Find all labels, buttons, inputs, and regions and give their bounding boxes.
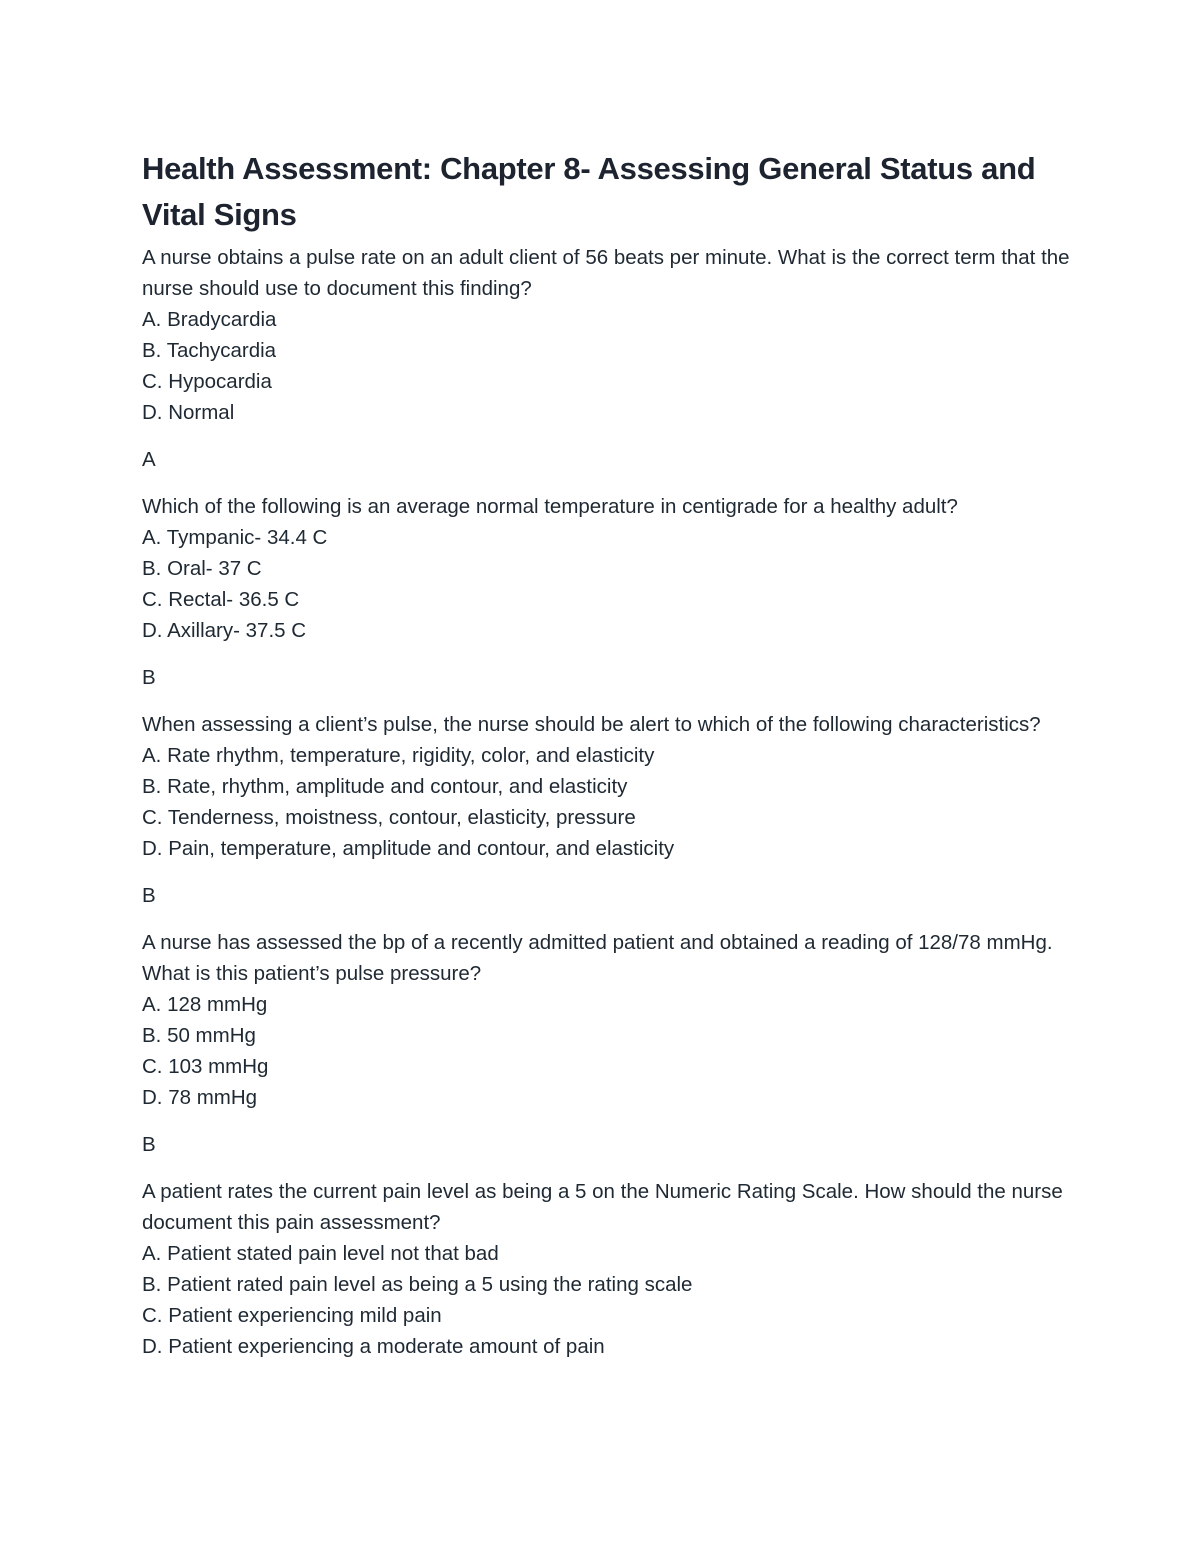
question-text: A nurse has assessed the bp of a recently admitted patient and obtained a reading of 128/78 mmHg. What is this patient’s pulse pressure? bbox=[142, 931, 1053, 985]
question-1 bbox=[142, 242, 1072, 475]
option-a: A. 128 mmHg bbox=[142, 993, 268, 1016]
option-a: A. Patient stated pain level not that bad bbox=[142, 1242, 499, 1265]
option-b: B. 50 mmHg bbox=[142, 1024, 256, 1047]
question-5 bbox=[142, 1176, 1072, 1362]
answer-key: B bbox=[142, 884, 156, 907]
option-d: D. Patient experiencing a moderate amount of pain bbox=[142, 1335, 605, 1358]
option-list bbox=[142, 1238, 1072, 1362]
option-list bbox=[142, 740, 1072, 864]
option-d: D. Normal bbox=[142, 401, 235, 424]
question-3 bbox=[142, 709, 1072, 911]
option-c: C. Rectal- 36.5 C bbox=[142, 588, 300, 611]
option-b: B. Oral- 37 C bbox=[142, 557, 262, 580]
document-title: Health Assessment: Chapter 8- Assessing General Status and Vital Signs bbox=[142, 151, 1036, 232]
question-4 bbox=[142, 927, 1072, 1160]
option-list bbox=[142, 304, 1072, 428]
option-c: C. Tenderness, moistness, contour, elasticity, pressure bbox=[142, 806, 636, 829]
option-a: A. Bradycardia bbox=[142, 308, 277, 331]
option-b: B. Patient rated pain level as being a 5 using the rating scale bbox=[142, 1273, 693, 1296]
option-d: D. 78 mmHg bbox=[142, 1086, 258, 1109]
question-text: A patient rates the current pain level as being a 5 on the Numeric Rating Scale. How should the nurse document this pain assessment? bbox=[142, 1180, 1063, 1234]
question-text: Which of the following is an average normal temperature in centigrade for a healthy adult? bbox=[142, 495, 958, 518]
option-b: B. Rate, rhythm, amplitude and contour, and elasticity bbox=[142, 775, 628, 798]
option-a: A. Rate rhythm, temperature, rigidity, color, and elasticity bbox=[142, 744, 655, 767]
answer-key: A bbox=[142, 448, 156, 471]
answer-key: B bbox=[142, 666, 156, 689]
option-c: C. Patient experiencing mild pain bbox=[142, 1304, 442, 1327]
option-a: A. Tympanic- 34.4 C bbox=[142, 526, 328, 549]
question-text: A nurse obtains a pulse rate on an adult client of 56 beats per minute. What is the correct term that the nurse should use to document this finding? bbox=[142, 246, 1070, 300]
answer-key: B bbox=[142, 1133, 156, 1156]
option-list bbox=[142, 522, 1072, 646]
option-b: B. Tachycardia bbox=[142, 339, 277, 362]
option-c: C. Hypocardia bbox=[142, 370, 272, 393]
question-2 bbox=[142, 491, 1072, 693]
option-list bbox=[142, 989, 1072, 1113]
option-d: D. Pain, temperature, amplitude and contour, and elasticity bbox=[142, 837, 675, 860]
document-page bbox=[142, 146, 1072, 1362]
option-c: C. 103 mmHg bbox=[142, 1055, 269, 1078]
question-text: When assessing a client’s pulse, the nurse should be alert to which of the following characteristics? bbox=[142, 713, 1041, 736]
option-d: D. Axillary- 37.5 C bbox=[142, 619, 307, 642]
